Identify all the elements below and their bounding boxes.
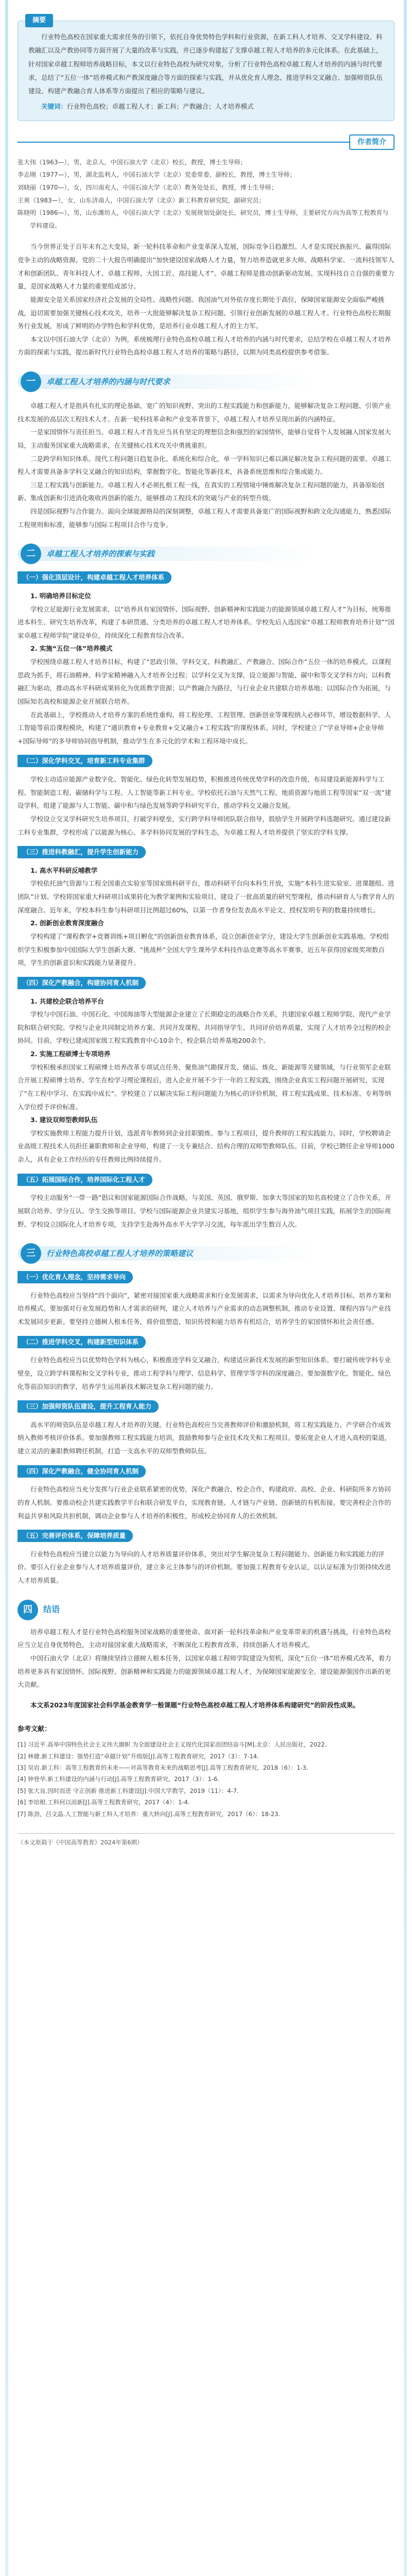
references [18,1723,394,1820]
author-line: 刘晓丽（1970—），女，四川南充人，中国石油大学（北京）教务处处长，教授，博士生导师； [18,184,278,192]
abstract-box [18,16,394,121]
subsection-title: （三）加强师资队伍建设，提升工程育人能力 [18,1400,159,1413]
subsection-heading [18,571,394,585]
section-number: 二 [21,544,41,564]
subsection-title: （三）推进科教融汇，提升学生创新能力 [18,846,146,858]
article-sections [18,371,394,1587]
subsection-title: （五）完善评价体系，保障培养质量 [18,1530,133,1542]
section-title: 卓越工程人才培养的探索与实践 [46,549,155,559]
subsection-title: （一）优化育人理念，坚持需求导向 [18,1271,133,1283]
subsection-heading [18,1530,394,1544]
subsection-title: （五）拓展国际合作，培养国际化工程人才 [18,1174,152,1186]
body-paragraph: 行业特色高校应当建立以能力为导向的人才培养质量评价体系，突出对学生解决复杂工程问题能力、创新能力和实践能力的评价。要引入行业企业参与人才培养质量评价，建立多元主体参与的评价机制。要加强工程教育专业认证，以认证标准为引领持续改进人才培养质量。 [18,1550,391,1585]
section-title: 卓越工程人才培养的内涵与时代要求 [46,377,170,387]
reference-item: [6] 李培根.工科何以而新[J].高等工程教育研究，2017（4）：1-4. [18,1799,190,1806]
author-line: 李志刚（1977—），男，湖北监利人，中国石油大学（北京）党委常委、副校长，教授，博士生导师； [18,171,296,179]
section-heading [18,544,394,564]
funding-note-text: 本文系2023年度国家社会科学基金教育学一般课题“行业特色高校卓越工程人才培养体系构建研究”的阶段性成果。 [30,1701,359,1709]
closing-title: 结语 [43,1604,60,1615]
author-tag: 作者简介 [349,134,394,150]
body-paragraph: 学校主动适应能源产业数字化、智能化、绿色化转型发展趋势，积极推进传统优势学科的改造升级，布局建设新能源科学与工程、智能制造工程、碳储科学与工程、人工智能等新工科专业。学校依托石油与天然气工程、地质资源与地质工程等国家“双一流”建设学科，组建了能源与人工智能、碳中和与绿色发展等跨学科研究平台，推动学科交叉融合发展。 [18,775,391,810]
subsection-heading [18,1336,394,1350]
author-heading [18,134,394,150]
body-paragraph: 学校与中国石油、中国石化、中国海油等大型能源企业建立了长期稳定的战略合作关系，共建国家卓越工程师学院、现代产业学院和联合研究院。学校与企业共同制定培养方案、共同开发课程、共同指导学生、共同评价培养质量，实现了人才培养全过程的校企协同。目前，学校已建成国家级工程实践教育中心10余个，校企联合培养基地200余个。 [18,1010,391,1045]
sub-subsection-title: 2. 创新创业教育深度融合 [30,919,104,927]
body-paragraph: 学校主动服务“一带一路”倡议和国家能源国际合作战略，与美国、英国、俄罗斯、加拿大等国家的知名高校建立了合作关系，开展联合培养、学分互认、学生交换等项目。学校与国际能源企业共建实习基地，组织学生参与海外油气项目实践，拓展学生的国际视野。学校设立国际化人才培养专项，支持学生赴海外高水平大学学习交流，每年派出学生数百人次。 [18,1194,391,1228]
reference-item: [4] 钟登华.新工科建设的内涵与行动[J].高等工程教育研究，2017（3）：1-6. [18,1775,219,1783]
body-paragraph: 学校围绕卓越工程人才培养目标，构建了“思政引领、学科交叉、科教融汇、产教融合、国际合作”五位一体的培养模式。以课程思政为抓手，将石油精神、科学家精神融入人才培养全过程；以学科交叉为支撑，设立能源与智能、碳中和等交叉学科方向；以科教融汇为驱动，推动高水平科研成果转化为优质教学资源；以产教融合为路径，与行业企业共建联合培养基地；以国际合作为拓展，与国际知名高校和能源企业开展联合培养。 [18,658,391,705]
section-title: 行业特色高校卓越工程人才培养的策略建议 [46,1249,194,1259]
sub-subsection-title: 1. 共建校企联合培养平台 [30,997,104,1005]
subsection-heading [18,846,394,860]
closing-heading [18,1600,394,1620]
section-heading [18,371,394,392]
body-paragraph: 二是跨学科知识体系。现代工程问题日趋复杂化、系统化和综合化，单一学科知识已难以满足解决复杂工程问题的需要。卓越工程人才需要具备多学科交叉融合的知识结构，掌握数字化、智能化等新技术，具备系统思维和综合集成能力。 [18,454,391,476]
closing-paragraph: 培养卓越工程人才是行业特色高校服务国家战略的重要使命。面对新一轮科技革命和产业变革带来的机遇与挑战，行业特色高校应当立足自身优势特色，主动对接国家重大战略需求，不断深化工程教育改革，持续创新人才培养模式。 [18,1628,391,1649]
body-paragraph: 学校立足能源行业发展需求，以“培养具有家国情怀、国际视野、创新精神和实践能力的能源领域卓越工程人才”为目标，统筹推进本科生、研究生培养改革，构建了本研贯通、分类培养的卓越工程人才培养体系。学校先后入选国家“卓越工程师教育培养计划”“国家卓越工程师学院”建设单位，持续深化工程教育综合改革。 [18,605,394,639]
body-paragraph: 学校依托油气资源与工程全国重点实验室等国家级科研平台，推动科研平台向本科生开放，实施“本科生进实验室、进课题组、进团队”计划。学校将国家重大科研项目成果转化为教学案例和实验项目，建设了一批高质量的研究型课程，推动科研育人与教学育人的深度融合。近年来，学校本科生参与科研项目比例超过60%，以第一作者身份发表高水平论文、授权发明专利的数量持续增长。 [18,879,394,914]
sub-subsection-title: 3. 建设双师型教师队伍 [30,1116,98,1124]
keywords-text: 行业特色高校；卓越工程人才；新工科；产教融合；人才培养模式 [67,103,254,111]
author-list [18,156,394,232]
keywords-label: 关键词： [41,103,67,111]
section-number: 一 [21,371,41,392]
subsection-heading [18,1400,394,1414]
body-paragraph: 四是国际视野与合作能力。面向全球能源格局的深刻调整，卓越工程人才需要具备宽广的国际视野和跨文化沟通能力，熟悉国际工程规则和标准，能够参与国际工程项目合作与竞争。 [18,507,391,529]
introduction [18,240,394,359]
source-footnote: （本文原载于《中国高等教育》2024年第6期） [18,1833,394,1849]
body-paragraph: 行业特色高校应当坚持“四个面向”，紧密对接国家重大战略需求和行业发展需求，以需求为导向优化人才培养目标、培养方案和培养模式。要加强对行业发展趋势和人才需求的研判，建立人才培养与产业需求的动态调整机制，推动专业设置、课程内容与产业技术发展同步更新。要坚持立德树人根本任务，将价值塑造、知识传授和能力培养有机结合，培养学生的家国情怀和社会责任感。 [18,1291,391,1326]
keywords-line [28,100,384,113]
body-paragraph: 学校积极承担国家工程硕博士培养改革专项试点任务，聚焦油气勘探开发、储运、炼化、新能源等关键领域，与行业领军企业联合开展工程硕博士培养。学生在校学习理论课程后，进入企业开展不少于一年的工程实践，围绕企业真实工程问题开展研究，实现了“在工程中学习、在实践中成长”。学校建立了以解决实际工程问题能力为核心的评价机制，将工程实践成果、技术标准、专利等纳入学位授予评价标准。 [18,1063,391,1111]
subsection-heading [18,1465,394,1479]
subsection-heading [18,1174,394,1188]
reference-item: [7] 陈劲，吕文晶.人工智能与新工科人才培养：重大转向[J].高等工程教育研究，2017（6）：18-23. [18,1810,281,1818]
intro-paragraph: 本文以中国石油大学（北京）为例，系统梳理行业特色高校卓越工程人才培养的内涵与时代要求，总结学校在卓越工程人才培养方面的探索与实践，提出新时代行业特色高校卓越工程人才培养的策略与路径，以期为同类高校提供参考借鉴。 [18,335,391,357]
intro-paragraph: 当今世界正处于百年未有之大变局，新一轮科技革命和产业变革深入发展，国际竞争日趋激烈。人才是实现民族振兴、赢得国际竞争主动的战略资源。党的二十大报告明确提出“加快建设国家战略人才力量，努力培养造就更多大师、战略科学家、一流科技领军人才和创新团队、青年科技人才、卓越工程师、大国工匠、高技能人才”。卓越工程师是推动创新驱动发展、实现科技自立自强的重要力量，是国家战略人才力量的重要组成部分。 [18,243,394,291]
reference-list [18,1739,394,1820]
subsection-heading [18,977,394,991]
subsection-title: （二）推进学科交叉，构建新型知识体系 [18,1336,146,1348]
abstract-tag: 摘要 [25,14,53,27]
subsection-title: （四）深化产教融合，健全协同育人机制 [18,1465,146,1478]
body-paragraph: 一是家国情怀与责任担当。卓越工程人才首先应当具有坚定的理想信念和强烈的家国情怀，能够自觉将个人发展融入国家发展大局，主动服务国家重大战略需求，在关键核心技术攻关中勇挑重担。 [18,428,391,449]
closing-paragraphs [18,1625,394,1691]
body-paragraph: 三是工程实践与创新能力。卓越工程人才必须扎根工程一线，在真实的工程情境中锤炼解决复杂工程问题的能力，具备原始创新、集成创新和引进消化吸收再创新的能力，能够推动工程技术的突破与产业的转型升级。 [18,481,385,502]
author-line: 张大伟（1963—），男，北京人，中国石油大学（北京）校长，教授，博士生导师； [18,158,247,166]
abstract-text: 行业特色高校在国家重大需求任务的引领下，依托自身优势特色学科和行业资源，在新工科人才培养、交叉学科建设、科教融汇以及产教协同等方面开展了大量的改革与实践，并已逐步构建起了支撑卓越工程人才培养的多元化体系。在此基础上，针对国家卓越工程师培养战略目标，本文以行业特色高校为研究对象，分析了行业特色高校卓越工程人才培养的内涵与时代要求，总结了“五位一体”培养模式和产教深度融合等方面的探索与实践，并从优化育人理念、推进学科交叉融合、加强师资队伍建设、构建产教融合育人体系等方面提出了相应的策略与建议。 [28,33,383,95]
body-paragraph: 行业特色高校应当充分发挥与行业企业联系紧密的优势，深化产教融合、校企合作，构建政府、高校、企业、科研院所多方协同的育人机制。要推动校企共建实践教学平台和联合研发平台，实现教育链、人才链与产业链、创新链的有机衔接。要完善校企合作的利益共享和风险共担机制，调动企业参与人才培养的积极性，形成校企协同育人的长效机制。 [18,1485,391,1520]
author-line: 王爽（1983—），女，山东济南人，中国石油大学（北京）新工科教育研究院，副研究员； [18,196,265,204]
sub-subsection-title: 1. 明确培养目标定位 [30,591,91,600]
sub-subsection-title: 2. 实施“五位一体”培养模式 [30,645,113,653]
body-paragraph: 学校构建了“课程教学+竞赛训练+项目孵化”的创新创业教育体系，设立创新创业学分，建设大学生创新创业实践基地。学校组织学生积极参加中国国际大学生创新大赛、“挑战杯”全国大学生课外学术科技作品竞赛等高水平赛事，近五年获得国家级奖项数百项，学生的创新意识和实践能力显著提升。 [18,932,389,967]
body-paragraph: 卓越工程人才是指具有扎实的理论基础、宽广的知识视野、突出的工程实践能力和创新能力，能够解决复杂工程问题、引领产业技术发展的高层次工程技术人才。在新一轮科技革命和产业变革背景下，卓越工程人才培养呈现出新的内涵特征。 [18,402,391,423]
body-paragraph: 学校设立交叉学科研究生培养项目，打破学科壁垒，实行跨学科导师团队联合指导，鼓励学生开展跨学科选题研究。通过建设新工科专业集群，学校形成了以能源为核心、多学科协同发展的学科生态，为卓越工程人才培养提供了坚实的学科支撑。 [18,815,391,836]
subsection-title: （一）强化顶层设计，构建卓越工程人才培养体系 [18,571,171,584]
body-paragraph: 学校实施教师工程能力提升计划，选派青年教师到企业挂职锻炼、参与工程项目，提升教师的工程实践能力。同时，学校聘请企业高级工程技术人员担任兼职教师和企业导师，构建了一支专兼结合、结构合理的双师型教师队伍。目前，学校已聘任企业导师1000余人，具有企业工作经历的专任教师比例持续提升。 [18,1129,394,1163]
reference-item: [1] 习近平.高举中国特色社会主义伟大旗帜 为全面建设社会主义现代化国家而团结奋斗[M].北京：人民出版社，2022. [18,1741,327,1749]
closing-number: 四 [18,1600,38,1620]
subsection-heading [18,755,394,769]
reference-item: [5] 张大良.因时而进 守正创新 推进新工科建设[J].中国大学教学，2019（11）：4-7. [18,1787,239,1794]
section-number: 三 [21,1243,41,1264]
subsection-title: （四）深化产教融合，构建协同育人机制 [18,977,146,989]
body-paragraph: 在此基础上，学校推动人才培养方案的系统性重构，将工程伦理、工程管理、创新创业等课程纳入必修环节，增设数据科学、人工智能等前沿课程模块，构建了“通识教育+专业教育+交叉融合+工程实践”的课程体系。同时，学校建立了“学业导师+企业导师+国际导师”的多导师协同指导机制，推动学生在多元化的学术和工程环境中成长。 [18,710,391,745]
closing-paragraph: 中国石油大学（北京）将继续坚持立德树人根本任务，以国家卓越工程师学院建设为契机，深化“五位一体”培养模式改革，着力培养更多具有家国情怀、国际视野、创新精神和实践能力的能源领域卓越工程人才，为保障国家能源安全、建设能源强国作出新的更大贡献。 [18,1654,391,1689]
section-heading [18,1243,394,1264]
subsection-title: （二）深化学科交叉，培育新工科专业集群 [18,755,152,767]
sub-subsection-title: 2. 实施工程硕博士专项培养 [30,1050,111,1058]
subsection-heading [18,1271,394,1285]
funding-note [18,1699,394,1712]
author-heading-rule [18,142,349,143]
reference-item: [3] 吴岩.新工科：高等工程教育的未来——对高等教育未来的战略思考[J].高等工程教育研究，2018（6）：1-3. [18,1764,308,1771]
body-paragraph: 行业特色高校应当以优势特色学科为核心，积极推进学科交叉融合，构建适应新技术发展的新型知识体系。要打破传统学科专业壁垒，设立跨学科课程和交叉学科专业，推动工程学科与理学、信息科学、管理学等学科的深度融合。要加强数字化、智能化、绿色化等前沿知识的教学，培养学生运用新技术解决复杂工程问题的能力。 [18,1356,391,1391]
sub-subsection-title: 1. 高水平科研反哺教学 [30,866,98,874]
body-paragraph: 高水平的师资队伍是卓越工程人才培养的关键。行业特色高校应当完善教师评价和激励机制，将工程实践能力、产学研合作成效纳入教师考核评价体系。要加强教师工程实践能力培训，鼓励教师参与企业技术攻关和工程项目。要拓宽企业人才进入高校的渠道，建立灵活的兼职教师聘任机制，打造一支高水平的双师型教师队伍。 [18,1420,391,1455]
intro-paragraph: 能源安全是关系国家经济社会发展的全局性、战略性问题。我国油气对外依存度长期处于高位，保障国家能源安全面临严峻挑战，迫切需要加强关键核心技术攻关，培养一大批能够解决复杂工程问题、引领行业创新发展的卓越工程人才。行业特色高校长期服务行业发展，形成了鲜明的办学特色和学科优势，是培养行业卓越工程人才的主力军。 [18,295,391,330]
reference-item: [2] 林健.新工科建设：强势打造“卓越计划”升级版[J].高等工程教育研究，2017（3）：7-14. [18,1752,259,1760]
author-line: 陈晓明（1986—），男，山东潍坊人，中国石油大学（北京）发展规划处副处长，研究员，博士生导师，主要研究方向为高等工程教育与学科建设。 [18,209,389,229]
references-title: 参考文献： [18,1725,52,1734]
